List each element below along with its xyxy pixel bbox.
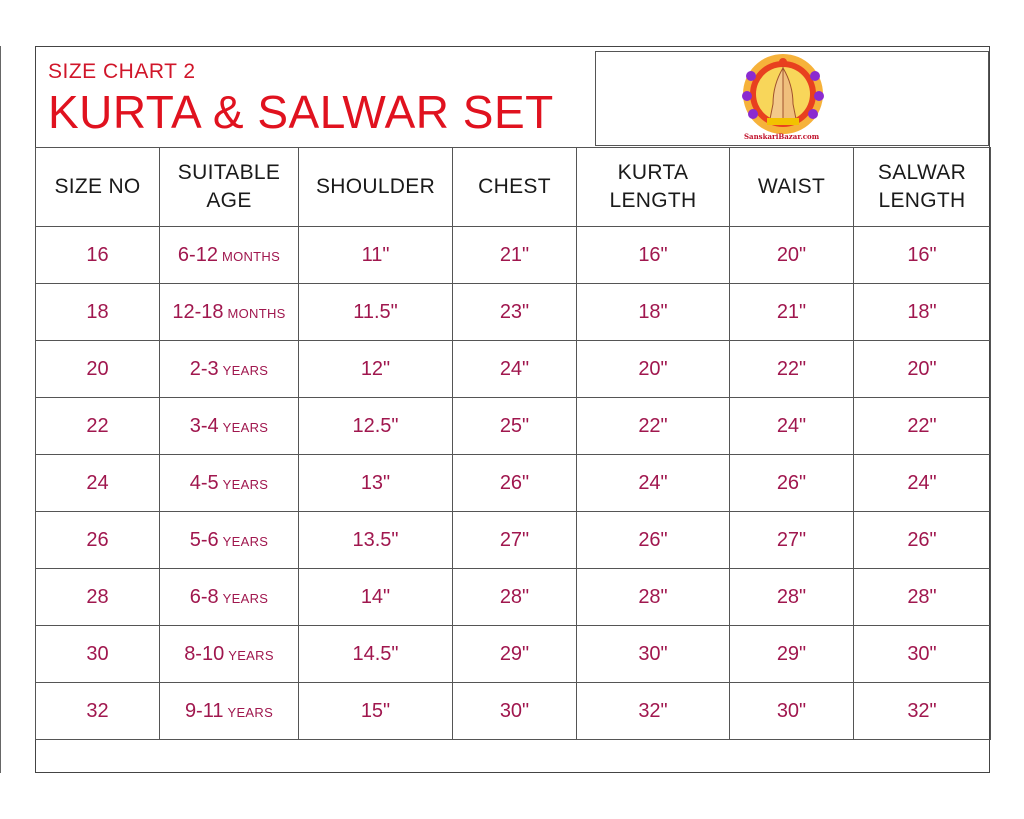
table-row: [36, 569, 991, 626]
cell-chest: 25": [453, 398, 577, 455]
cell-chest: 29": [453, 626, 577, 683]
cell-salwar: 30": [854, 626, 991, 683]
cell-waist: 30": [730, 683, 854, 740]
cell-kurta: 30": [577, 626, 730, 683]
table-row: [36, 455, 991, 512]
table-row: [36, 683, 991, 740]
column-header-chest: CHEST: [453, 148, 577, 227]
cell-kurta: 18": [577, 284, 730, 341]
column-header-suitable-age: SUITABLE AGE: [160, 148, 299, 227]
cell-size: 20: [36, 341, 160, 398]
cell-chest: 30": [453, 683, 577, 740]
cell-salwar: 32": [854, 683, 991, 740]
cell-shoulder: 12": [299, 341, 453, 398]
cell-age: 5-6 YEARS: [160, 512, 299, 569]
cell-waist: 26": [730, 455, 854, 512]
table-row: [36, 227, 991, 284]
cell-age: 2-3 YEARS: [160, 341, 299, 398]
cell-shoulder: 12.5": [299, 398, 453, 455]
cell-size: 22: [36, 398, 160, 455]
logo-box: [595, 51, 989, 146]
cell-shoulder: 13.5": [299, 512, 453, 569]
cell-kurta: 24": [577, 455, 730, 512]
table-row: [36, 341, 991, 398]
cell-waist: 22": [730, 341, 854, 398]
cell-size: 28: [36, 569, 160, 626]
cell-shoulder: 11.5": [299, 284, 453, 341]
cell-chest: 23": [453, 284, 577, 341]
column-header-salwar-length: SALWAR LENGTH: [854, 148, 991, 227]
cell-shoulder: 14.5": [299, 626, 453, 683]
cell-chest: 24": [453, 341, 577, 398]
cell-waist: 24": [730, 398, 854, 455]
cell-size: 26: [36, 512, 160, 569]
cell-salwar: 26": [854, 512, 991, 569]
logo-text: SanskariBazar.com: [744, 132, 820, 141]
cell-kurta: 26": [577, 512, 730, 569]
cell-waist: 20": [730, 227, 854, 284]
cell-chest: 27": [453, 512, 577, 569]
cell-waist: 27": [730, 512, 854, 569]
cell-age: 6-8 YEARS: [160, 569, 299, 626]
table-row: [36, 626, 991, 683]
cell-salwar: 20": [854, 341, 991, 398]
column-header-waist: WAIST: [730, 148, 854, 227]
page-edge-line: [0, 46, 1, 773]
cell-salwar: 28": [854, 569, 991, 626]
cell-chest: 21": [453, 227, 577, 284]
cell-age: 8-10 YEARS: [160, 626, 299, 683]
cell-size: 18: [36, 284, 160, 341]
cell-shoulder: 11": [299, 227, 453, 284]
column-header-shoulder: SHOULDER: [299, 148, 453, 227]
cell-kurta: 20": [577, 341, 730, 398]
cell-waist: 21": [730, 284, 854, 341]
cell-size: 30: [36, 626, 160, 683]
cell-age: 4-5 YEARS: [160, 455, 299, 512]
cell-kurta: 22": [577, 398, 730, 455]
table-row: [36, 398, 991, 455]
cell-kurta: 28": [577, 569, 730, 626]
age-unit: YEARS: [228, 647, 274, 663]
cell-size: 32: [36, 683, 160, 740]
age-unit: MONTHS: [221, 248, 281, 264]
cell-kurta: 16": [577, 227, 730, 284]
table-header-row: [36, 148, 991, 227]
age-unit: YEARS: [222, 419, 269, 435]
cell-age: 9-11 YEARS: [160, 683, 299, 740]
table-row: [36, 512, 991, 569]
cell-chest: 26": [453, 455, 577, 512]
cell-age: 3-4 YEARS: [160, 398, 299, 455]
age-unit: YEARS: [222, 476, 269, 492]
column-header-size-no: SIZE NO: [36, 148, 160, 227]
cell-chest: 28": [453, 569, 577, 626]
cell-shoulder: 13": [299, 455, 453, 512]
age-unit: MONTHS: [227, 305, 286, 321]
cell-age: 12-18 MONTHS: [160, 284, 299, 341]
age-unit: YEARS: [222, 362, 269, 378]
cell-salwar: 24": [854, 455, 991, 512]
cell-shoulder: 15": [299, 683, 453, 740]
age-unit: YEARS: [222, 533, 269, 549]
cell-salwar: 22": [854, 398, 991, 455]
cell-kurta: 32": [577, 683, 730, 740]
cell-waist: 29": [730, 626, 854, 683]
table-row: [36, 284, 991, 341]
namaste-hands-logo-icon: [739, 54, 827, 142]
cell-shoulder: 14": [299, 569, 453, 626]
cell-salwar: 18": [854, 284, 991, 341]
cell-size: 16: [36, 227, 160, 284]
column-header-kurta-length: KURTA LENGTH: [577, 148, 730, 227]
chart-title: KURTA & SALWAR SET: [48, 86, 554, 138]
cell-size: 24: [36, 455, 160, 512]
chart-subtitle: SIZE CHART 2: [48, 60, 196, 83]
cell-age: 6-12 MONTHS: [160, 227, 299, 284]
cell-salwar: 16": [854, 227, 991, 284]
age-unit: YEARS: [222, 590, 269, 606]
size-chart-table: [35, 147, 991, 740]
age-unit: YEARS: [227, 704, 274, 720]
cell-waist: 28": [730, 569, 854, 626]
chart-header: [36, 47, 989, 147]
